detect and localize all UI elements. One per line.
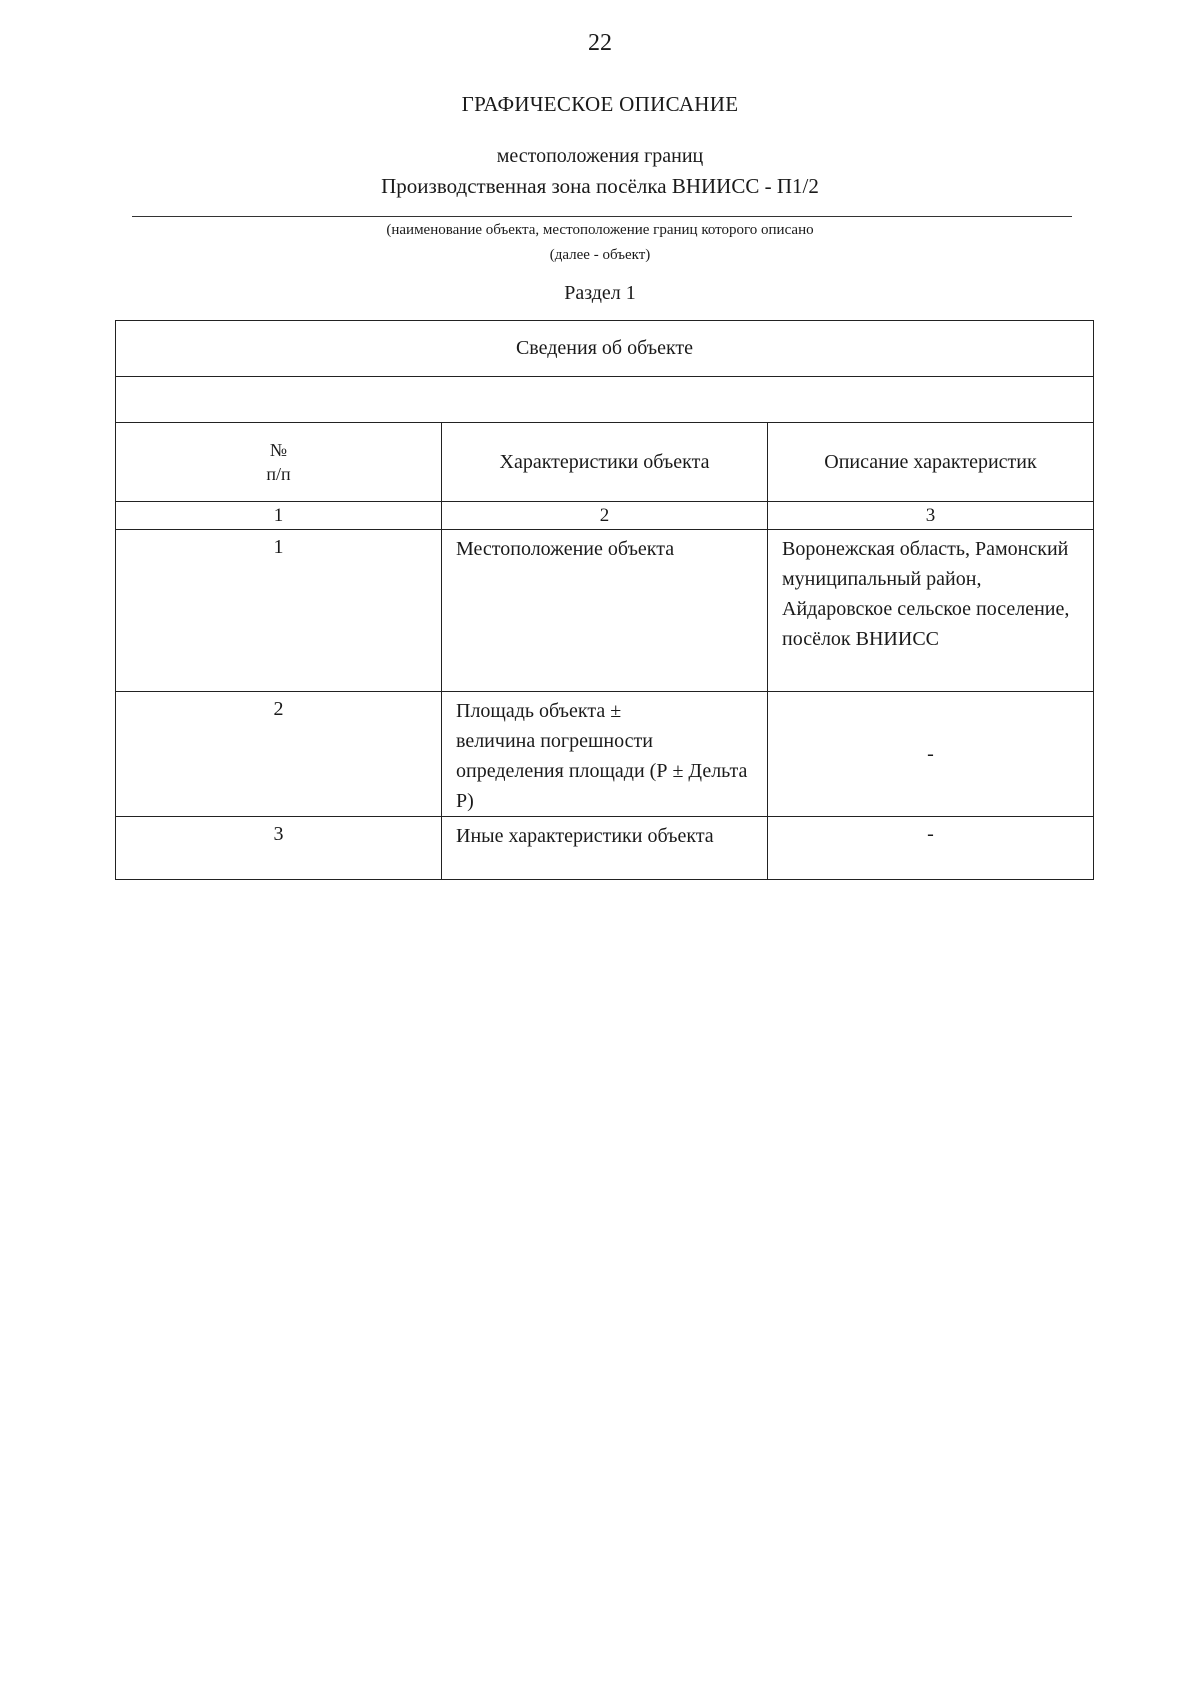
table-header-row bbox=[116, 423, 1094, 502]
column-index-3: 3 bbox=[768, 502, 1094, 530]
object-name: Производственная зона посёлка ВНИИСС - П1/2 bbox=[381, 174, 819, 198]
row-description: - bbox=[768, 817, 1094, 880]
row-characteristic: Площадь объекта ± величина погрешности определения площади (Р ± Дельта Р) bbox=[442, 692, 768, 817]
row-characteristic: Иные характеристики объекта bbox=[442, 817, 768, 880]
object-info-table bbox=[115, 320, 1094, 880]
document-title: ГРАФИЧЕСКОЕ ОПИСАНИЕ bbox=[461, 92, 739, 116]
document-subtitle: местоположения границ bbox=[496, 145, 704, 167]
table-title-row bbox=[116, 321, 1094, 377]
section-label: Раздел 1 bbox=[564, 282, 636, 304]
row-num: 1 bbox=[116, 530, 442, 692]
row-num: 3 bbox=[116, 817, 442, 880]
object-name-underline bbox=[132, 216, 1072, 217]
column-index-1: 1 bbox=[116, 502, 442, 530]
row-description: - bbox=[768, 692, 1094, 817]
table-row bbox=[116, 817, 1094, 880]
table-row bbox=[116, 530, 1094, 692]
row-characteristic: Местоположение объекта bbox=[442, 530, 768, 692]
table-title: Сведения об объекте bbox=[116, 321, 1094, 377]
row-description: Воронежская область, Рамонский муниципальный район, Айдаровское сельское поселение, посёлок ВНИИСС bbox=[768, 530, 1094, 692]
table-blank-row bbox=[116, 377, 1094, 423]
object-name-caption-line1: (наименование объекта, местоположение границ которого описано bbox=[386, 222, 814, 238]
table-column-index-row bbox=[116, 502, 1094, 530]
header-num: № п/п bbox=[116, 423, 442, 502]
row-num: 2 bbox=[116, 692, 442, 817]
page-number: 22 bbox=[588, 30, 612, 56]
table-row bbox=[116, 692, 1094, 817]
table-blank-cell bbox=[116, 377, 1094, 423]
column-index-2: 2 bbox=[442, 502, 768, 530]
object-name-caption-line2: (далее - объект) bbox=[549, 247, 651, 263]
header-characteristic: Характеристики объекта bbox=[442, 423, 768, 502]
header-description: Описание характеристик bbox=[768, 423, 1094, 502]
